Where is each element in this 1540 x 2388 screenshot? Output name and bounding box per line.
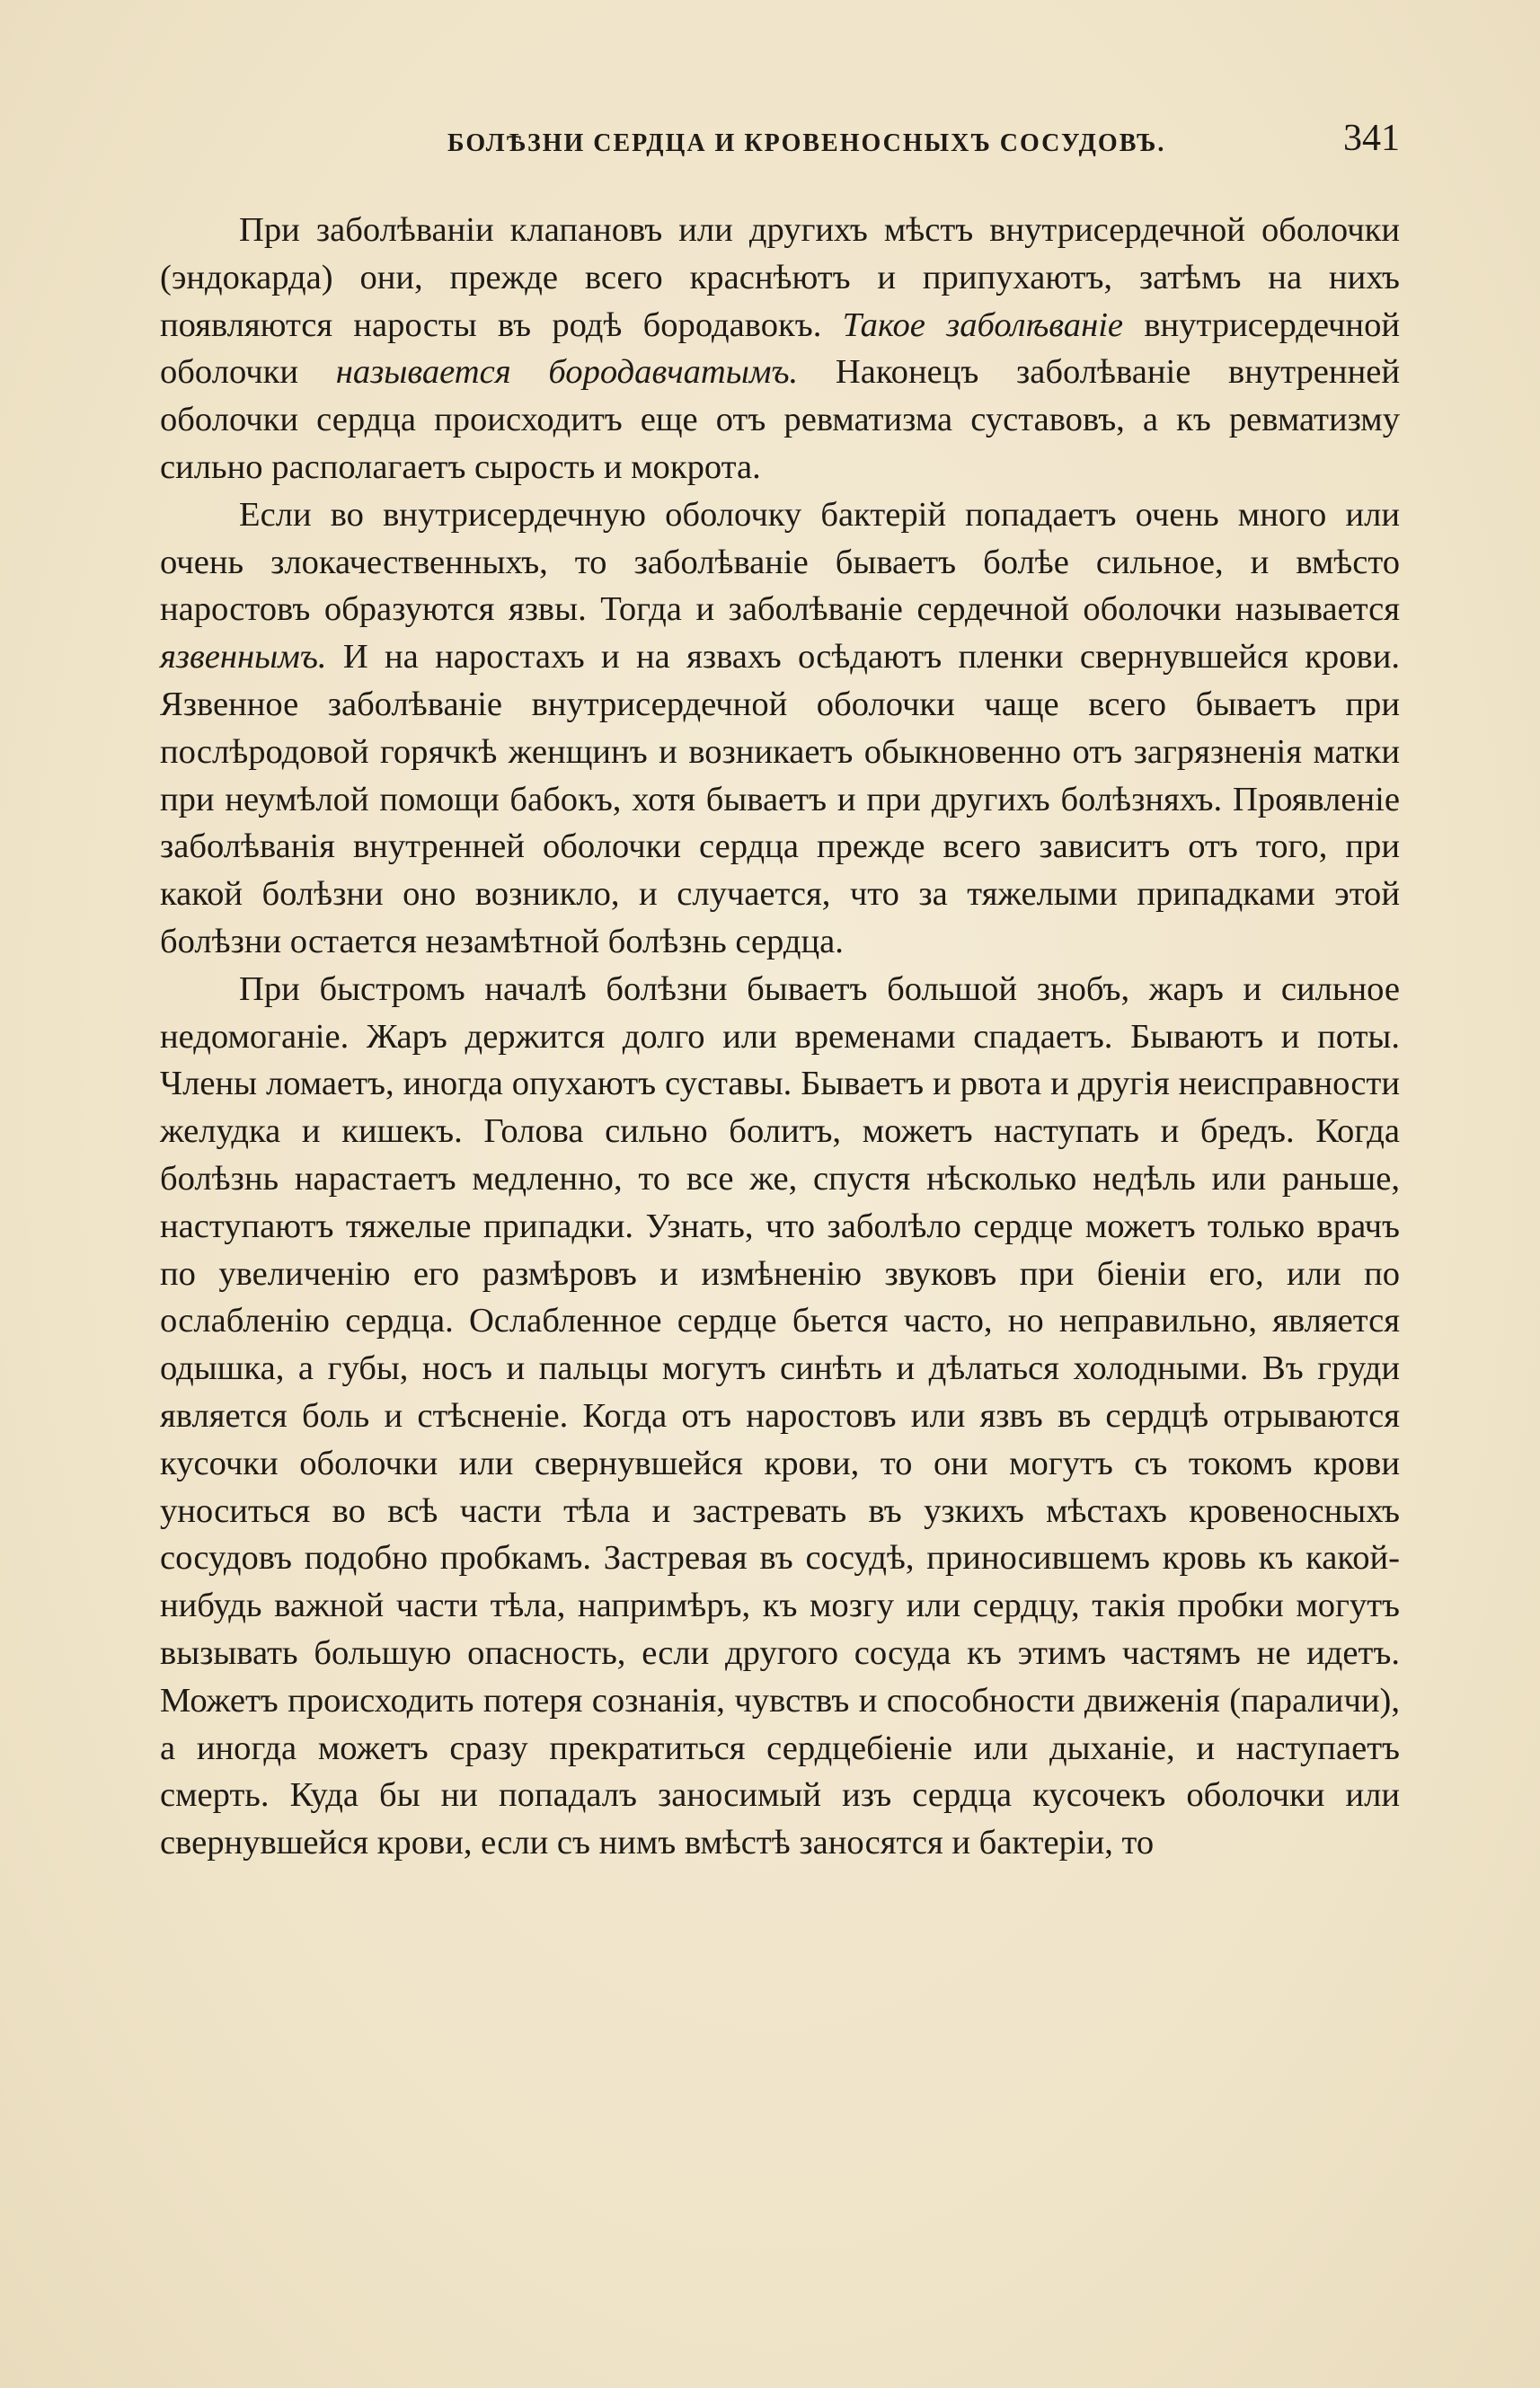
book-page — [160, 108, 1400, 1867]
text-run: Наконецъ заболѣваніе внутренней оболочки сердца происходитъ еще отъ ревматизма суставовъ, а къ ревматизму сильно располагаетъ сырость и мокрота. — [160, 353, 1400, 486]
italic-term: Такое заболѣваніе — [842, 305, 1124, 344]
running-head — [160, 108, 1400, 171]
text-run: При заболѣваніи клапановъ или другихъ мѣстъ внутрисердечной оболочки (эндокарда) они, прежде всего краснѣютъ и припухаютъ, затѣмъ на нихъ появляются наросты въ родѣ бородавокъ. — [160, 211, 1400, 344]
text-run: И на наростахъ и на язвахъ осѣдаютъ пленки свернувшейся крови. Язвенное заболѣваніе внутрисердечной оболочки чаще всего бываетъ при послѣродовой горячкѣ женщинъ и возникаетъ обыкновенно отъ загрязненія матки при неумѣлой помощи бабокъ, хотя бываетъ и при другихъ болѣзняхъ. Проявленіе заболѣванія внутренней оболочки сердца прежде всего зависитъ отъ того, при какой болѣзни оно возникло, и случается, что за тяжелыми припадками этой болѣзни остается незамѣтной болѣзнь сердца. — [160, 638, 1400, 960]
paragraph — [160, 966, 1400, 1867]
body-text — [160, 207, 1400, 1867]
text-run: При быстромъ началѣ болѣзни бываетъ большой знобъ, жаръ и сильное недомоганіе. Жаръ держится долго или временами спадаетъ. Бываютъ и поты. Члены ломаетъ, иногда опухаютъ суставы. Бываетъ и рвота и другія неисправности желудка и кишекъ. Голова сильно болитъ, можетъ наступать и бредъ. Когда болѣзнь нарастаетъ медленно, то все же, спустя нѣсколько недѣль или раньше, наступаютъ тяжелые припадки. Узнать, что заболѣло сердце можетъ только врачъ по увеличенію его размѣровъ и измѣненію звуковъ при біеніи его, или по ослабленію сердца. Ослабленное сердце бьется часто, но неправильно, является одышка, а губы, носъ и пальцы могутъ синѣть и дѣлаться холодными. Въ груди является боль и стѣсненіе. Когда отъ наростовъ или язвъ въ сердцѣ отрываются кусочки оболочки или свернувшейся крови, то они могутъ съ токомъ крови уноситься во всѣ части тѣла и застревать въ узкихъ мѣстахъ кровеносныхъ сосудовъ подобно пробкамъ. Застревая въ сосудѣ, приносившемъ кровь къ какой-нибудь важной части тѣла, напримѣръ, къ мозгу или сердцу, такія пробки могутъ вызывать большую опасность, если другого сосуда къ этимъ частямъ не идетъ. Можетъ происходить потеря сознанія, чувствъ и способности движенія (параличи), а иногда можетъ сразу прекратиться сердцебіеніе или дыханіе, и наступаетъ смерть. Куда бы ни попадалъ заносимый изъ сердца кусочекъ оболочки или свернувшейся крови, если съ нимъ вмѣстѣ заносятся и бактеріи, то — [160, 969, 1400, 1862]
text-run: Если во внутрисердечную оболочку бактерій попадаетъ очень много или очень злокачественныхъ, то заболѣваніе бываетъ болѣе сильное, и вмѣсто наростовъ образуются язвы. Тогда и заболѣваніе сердечной оболочки называется — [160, 495, 1400, 629]
italic-term: язвеннымъ. — [160, 638, 327, 677]
text-run: внутрисердечной оболочки — [160, 305, 1400, 392]
paragraph — [160, 491, 1400, 966]
paragraph — [160, 207, 1400, 491]
italic-term: называется бородавчатымъ. — [335, 353, 799, 392]
page-number: 341 — [1343, 118, 1400, 159]
running-title: БОЛѢЗНИ СЕРДЦА И КРОВЕНОСНЫХЪ СОСУДОВЪ. — [447, 129, 1166, 157]
